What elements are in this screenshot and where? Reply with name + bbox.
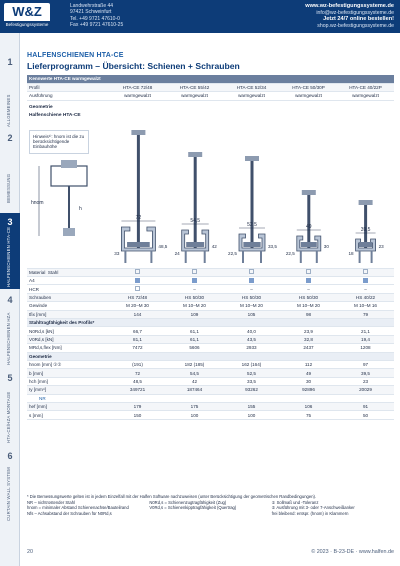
- chapter-label: HALFENSCHIENEN HZA: [6, 312, 11, 365]
- footer-copyright: © 2023 · B-23-DE · www.halfen.de: [311, 549, 394, 555]
- table-cell: 97: [337, 360, 394, 368]
- table-cell: (191): [109, 360, 166, 368]
- bolt-nut: [301, 190, 315, 195]
- material-marker: [135, 278, 140, 283]
- table-cell: [109, 277, 166, 285]
- column-header: HTA-CE 52/34: [223, 83, 280, 91]
- row-label: V0Rd,s [kN]: [27, 335, 109, 343]
- table-cell: 98: [280, 310, 337, 318]
- rail-heading: Halfenschiene HTA-CE: [29, 112, 81, 118]
- table-cell: M 10–M 20: [223, 302, 280, 310]
- table-cell: 30: [280, 377, 337, 385]
- chapter-tab-6[interactable]: [0, 447, 20, 523]
- table-cell: 155: [223, 402, 280, 410]
- table-cell: warmgewalzt: [166, 92, 223, 100]
- row-label: Schrauben: [27, 293, 109, 301]
- table-cell: 92896: [280, 386, 337, 394]
- table-cell: 21,1: [337, 327, 394, 335]
- table-cell: 48,5: [109, 377, 166, 385]
- chapter-number: 5: [7, 373, 13, 383]
- row-label: hnom [mm] ①②: [27, 360, 109, 368]
- height-dim-label: 33,5: [267, 243, 277, 249]
- table-cell: M 10–M 20: [166, 302, 223, 310]
- page-header: [0, 0, 400, 33]
- table-cell: 49: [280, 369, 337, 377]
- logo-subtitle: Befestigungssysteme: [5, 22, 49, 27]
- bolt-head: [243, 242, 260, 247]
- table-cell: 93262: [223, 386, 280, 394]
- table-cell: warmgewalzt: [109, 92, 166, 100]
- product-table: [27, 75, 394, 420]
- row-label: HCR: [27, 285, 109, 293]
- table-cell: 150: [109, 411, 166, 419]
- table-cell: 1208: [337, 344, 394, 352]
- table-cell: 19,4: [337, 335, 394, 343]
- row-label: hef [mm]: [27, 402, 109, 410]
- email-link[interactable]: info@wz-befestigungssysteme.de: [316, 9, 394, 16]
- h-dim-label: h: [79, 205, 82, 212]
- bolt-head: [127, 242, 150, 247]
- table-cell: 61,1: [166, 335, 223, 343]
- table-cell: M 10–M 16: [337, 302, 394, 310]
- section-header: Stahltragfähigkeit des Profils*: [27, 319, 394, 327]
- table-cell: 109: [166, 310, 223, 318]
- table-cell: 42: [166, 377, 223, 385]
- table-cell: 32,8: [280, 335, 337, 343]
- bolt-head: [358, 242, 371, 247]
- order-tagline: Jetzt 24/7 online bestellen!: [323, 16, 394, 23]
- material-marker: [249, 269, 254, 274]
- bolt-head: [300, 242, 316, 247]
- table-cell: –: [166, 285, 223, 293]
- chapter-tab-3[interactable]: [0, 213, 20, 289]
- width-dim-label: 52,5: [246, 221, 257, 228]
- chapter-number: 1: [7, 57, 13, 67]
- material-marker: [192, 278, 197, 283]
- table-cell: 106: [280, 402, 337, 410]
- chapter-tab-5[interactable]: [0, 369, 20, 445]
- table-cell: 2933: [223, 344, 280, 352]
- chapter-number: 6: [7, 451, 13, 461]
- table-cell: 187464: [166, 386, 223, 394]
- row-label: Gewinde: [27, 302, 109, 310]
- phone-line: Tel. +49 9721 47610-0: [70, 15, 120, 22]
- table-cell: 79: [337, 310, 394, 318]
- table-cell: [223, 277, 280, 285]
- height-dim-label: 30: [323, 243, 329, 249]
- table-cell: 66,7: [109, 327, 166, 335]
- table-cell: –: [280, 285, 337, 293]
- row-label: NR: [27, 394, 109, 402]
- width-dim-label: 39,5: [360, 226, 370, 233]
- address-line: Landwehrstraße 44: [70, 3, 114, 9]
- page-number: 20: [27, 549, 33, 555]
- width-dim-label: 72: [135, 214, 141, 221]
- table-cell: 52,5: [223, 369, 280, 377]
- chapter-label: BEMESSUNG: [6, 173, 11, 203]
- table-cell: warmgewalzt: [280, 92, 337, 100]
- chapter-number: 2: [7, 133, 13, 143]
- rail-section-detail: [29, 160, 107, 255]
- bolt-nut: [245, 156, 259, 161]
- logo-text: W&Z: [12, 4, 42, 19]
- row-label: N0Rd,s [kN]: [27, 327, 109, 335]
- address-line: 97421 Schweinfurt: [70, 9, 112, 16]
- chapter-label: CURTAIN WALL SYSTEM: [6, 467, 11, 521]
- table-cell: [166, 277, 223, 285]
- material-marker: [135, 286, 140, 291]
- chapter-label: HTA-CE/HZA MONTAGE: [6, 391, 11, 443]
- base-dim-label: 33: [113, 250, 119, 256]
- material-sub: Stahl: [47, 269, 59, 275]
- footnote: NR – nichtrostender Stahl: [27, 499, 75, 505]
- table-cell: 81,1: [109, 335, 166, 343]
- footnote: N0Rd,s = Schienenzugtragfähigkeit (Zug): [149, 499, 227, 505]
- row-label: MRd,s,flex [Nm]: [27, 344, 109, 352]
- height-dim-label: 23: [378, 243, 384, 249]
- table-cell: 112: [280, 360, 337, 368]
- column-header: HTA-CE 72/48: [109, 83, 166, 91]
- table-cell: 20029: [337, 386, 394, 394]
- footnote: V0Rd,s = Schienenkipptragfähigkeit (Quertrag): [149, 505, 237, 511]
- bolt-head: [186, 242, 204, 247]
- hint-box: Hinweis¹⁾: hnom ist die zu berücksichtigende Einbauhöhe: [29, 130, 89, 154]
- table-cell: 349721: [109, 386, 166, 394]
- bolt-nut: [131, 130, 145, 135]
- table-cell: 54,5: [166, 369, 223, 377]
- row-label: tfix [mm]: [27, 310, 109, 318]
- table-cell: 175: [166, 402, 223, 410]
- shop-link[interactable]: shop.wz-befestigungssysteme.de: [317, 22, 394, 29]
- drawing-label-cell: [27, 100, 109, 268]
- table-cell: 50: [337, 411, 394, 419]
- table-cell: 91: [337, 402, 394, 410]
- table-cell: 144: [109, 310, 166, 318]
- table-cell: 7472: [109, 344, 166, 352]
- footnote: hnom = minimaler Abstand Schienenachse/Bauteilrand: [27, 505, 129, 511]
- table-cell: –: [223, 285, 280, 293]
- drawing-row: [27, 100, 394, 268]
- table-cell: [280, 277, 337, 285]
- table-cell: [337, 268, 394, 276]
- base-dim-label: 18: [347, 250, 354, 256]
- table-cell: 162 (164): [223, 360, 280, 368]
- bolt-nut: [188, 152, 202, 157]
- column-header: HTA-CE 55/42: [166, 83, 223, 91]
- section-title: HALFENSCHIENEN HTA-CE: [27, 52, 124, 59]
- table-cell: –: [337, 285, 394, 293]
- height-dim-label: 42: [211, 243, 217, 249]
- section-header: Geometrie: [27, 352, 394, 360]
- footnote-main: * Die Bemessungswerte gelten ist in jedem Einzelfall mit der Halfen Software nachzuweisen (unter Berücksichtigung der geometrischen Randbedingungen).: [27, 494, 317, 499]
- table-cell: 2437: [280, 344, 337, 352]
- chapter-tab-1[interactable]: [0, 53, 20, 129]
- table-cell: 5606: [166, 344, 223, 352]
- row-label: s [mm]: [27, 411, 109, 419]
- row-label: Ausführung: [27, 92, 109, 100]
- width-dim-label: 49: [305, 223, 312, 230]
- table-cell: [223, 268, 280, 276]
- row-label: b [mm]: [27, 369, 109, 377]
- table-cell: M 20–M 30: [109, 302, 166, 310]
- header-contact: [305, 3, 394, 29]
- material-marker: [363, 278, 368, 283]
- table-cell: HS 50/30: [280, 293, 337, 301]
- table-cell: 23: [337, 377, 394, 385]
- table-cell: 100: [166, 411, 223, 419]
- table-cell: M 10–M 20: [280, 302, 337, 310]
- table-cell: [280, 268, 337, 276]
- table-cell: 75: [280, 411, 337, 419]
- table-cell: [109, 285, 166, 293]
- website-link[interactable]: www.wz-befestigungssysteme.de: [305, 3, 394, 9]
- column-header: HTA-CE 40/22P: [337, 83, 394, 91]
- table-cell: [109, 268, 166, 276]
- footnote: Nfs – Achsabstand der Schrauben für N0Rd,s: [27, 510, 112, 516]
- fax-line: Fax +49 9721 47610-25: [70, 21, 124, 28]
- page-title: Lieferprogramm – Übersicht: Schienen + Schrauben: [27, 61, 240, 71]
- table-cell: 23,9: [280, 327, 337, 335]
- chapter-label: HALFENSCHIENEN HTA-CE: [6, 226, 11, 287]
- chapter-sidebar: [0, 33, 20, 566]
- row-label: [27, 268, 109, 276]
- page-footer: [27, 549, 394, 555]
- table-cell: HS 72/48: [109, 293, 166, 301]
- footnote: ② Ausführung mit 3- oder 7-Anschweißanker: [271, 505, 355, 511]
- material-marker: [306, 269, 311, 274]
- table-cell: warmgewalzt: [223, 92, 280, 100]
- chapter-number: 3: [7, 217, 13, 227]
- table-cell: 182 (185): [166, 360, 223, 368]
- footnote: ① Sollmaß und -Toleranz: [271, 499, 319, 505]
- material-marker: [135, 269, 140, 274]
- chapter-tab-4[interactable]: [0, 291, 20, 367]
- column-header: HTA-CE 50/30P: [280, 83, 337, 91]
- footnote: frei bleibend: entspr. (hnom) in Klammern: [271, 510, 349, 516]
- width-dim-label: 54,5: [189, 217, 200, 224]
- geometry-heading: Geometrie: [29, 104, 53, 110]
- row-label: Iy [mm⁴]: [27, 386, 109, 394]
- table-cell: 61,1: [166, 327, 223, 335]
- bolt-nut: [358, 200, 372, 205]
- table-cell: HS 50/30: [166, 293, 223, 301]
- base-dim-label: 24: [174, 250, 180, 256]
- hnom-dim-label: hnom: [31, 199, 44, 206]
- rail-drawings: [109, 100, 394, 268]
- table-cell: 39,5: [337, 369, 394, 377]
- table-cell: HS 50/30: [223, 293, 280, 301]
- material-marker: [192, 269, 197, 274]
- material-marker: [363, 269, 368, 274]
- footnotes: [27, 494, 394, 516]
- height-dim-label: 48,5: [157, 243, 167, 249]
- table-cell: warmgewalzt: [337, 92, 394, 100]
- row-label: A4: [27, 277, 109, 285]
- row-label: hch [mm]: [27, 377, 109, 385]
- base-dim-label: 22,5: [227, 250, 237, 256]
- table-cell: 72: [109, 369, 166, 377]
- table-cell: 179: [109, 402, 166, 410]
- chapter-label: ALLGEMEINES: [6, 94, 11, 127]
- table-cell: 100: [223, 411, 280, 419]
- row-label: Profil: [27, 83, 109, 91]
- chapter-tab-2[interactable]: [0, 129, 20, 205]
- table-band-header: Kennwerte HTA-CE warmgewalzt: [27, 75, 394, 83]
- chapter-number: 4: [7, 295, 13, 305]
- material-marker: [306, 278, 311, 283]
- main-content: [27, 52, 394, 420]
- table-cell: [109, 394, 394, 402]
- base-dim-label: 22,5: [285, 250, 295, 256]
- rail-profiles-svg: [110, 101, 394, 267]
- material-marker: [249, 278, 254, 283]
- table-cell: 105: [223, 310, 280, 318]
- company-logo: [4, 3, 50, 29]
- company-address: [70, 3, 123, 28]
- table-cell: 40,0: [223, 327, 280, 335]
- table-cell: [166, 268, 223, 276]
- material-label: Material: [29, 269, 46, 275]
- table-cell: [337, 277, 394, 285]
- table-cell: 43,5: [223, 335, 280, 343]
- table-cell: HS 40/22: [337, 293, 394, 301]
- table-cell: 33,5: [223, 377, 280, 385]
